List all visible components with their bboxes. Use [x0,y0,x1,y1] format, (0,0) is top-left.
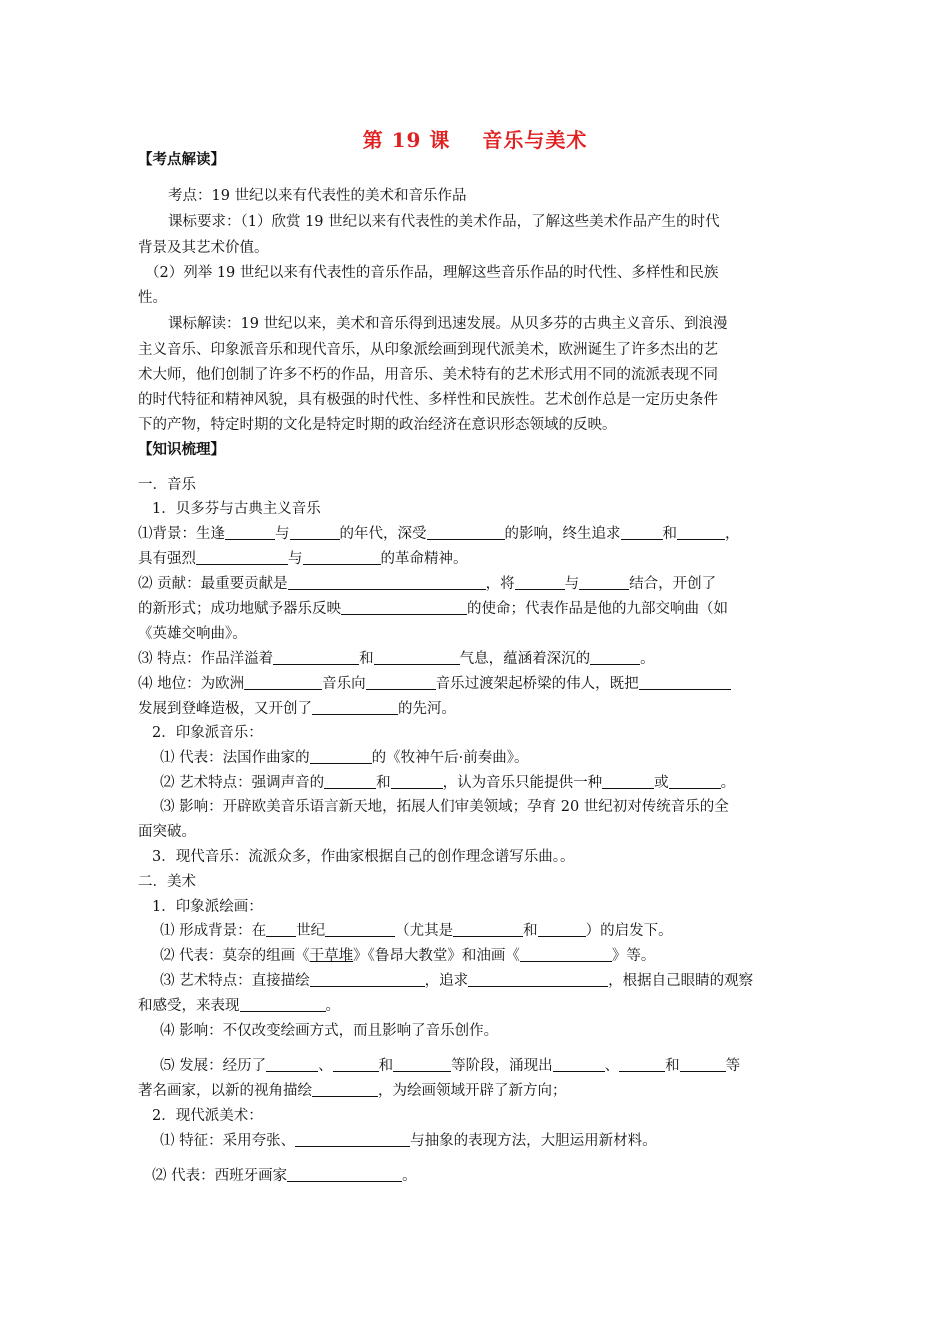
modern-art-feature: ⑴ 特征：采用夸张、 与抽象的表现方法，大胆运用新材料。 [160,1133,657,1149]
kebiao-1b: 背景及其艺术价值。 [138,240,269,256]
blank[interactable] [295,1131,410,1147]
blank[interactable] [288,574,486,590]
blank[interactable] [290,524,340,540]
beethoven-background-line1: ⑴背景：生逢 与 的年代，深受 的影响，终生追求 和 ， [138,526,740,542]
blank[interactable] [225,524,275,540]
blank[interactable] [312,1081,378,1097]
impressionist-music-influence-1: ⑶ 影响：开辟欧美音乐语言新天地，拓展人们审美领域；孕育 20 世纪初对传统音乐的全 [160,799,729,815]
impressionist-music-feature: ⑵ 艺术特点：强调声音的 和 ，认为音乐只能提供一种 或 。 [160,775,736,791]
blank[interactable] [515,574,565,590]
impressionist-painting-development-1: ⑸ 发展：经历了 、 和 等阶段，涌现出 、 和 等 [160,1058,741,1074]
page-title [0,124,950,153]
jiedu-1: 课标解读：19 世纪以来，美术和音乐得到迅速发展。从贝多芬的古典主义音乐、到浪漫 [168,316,728,332]
blank[interactable] [266,1056,318,1072]
section-heading-kaodian: 【考点解读】 [138,151,225,168]
blank[interactable] [266,921,296,937]
blank[interactable] [366,674,436,690]
jiedu-3: 术大师，他们创制了许多不朽的作品，用音乐、美术特有的艺术形式用不同的流派表现不同 [138,367,718,383]
blank[interactable] [341,599,467,615]
kebiao-2b: 性。 [138,290,167,306]
blank[interactable] [538,921,586,937]
impressionist-painting-feature-2: 和感受，来表现 。 [138,998,340,1014]
blank[interactable] [680,1056,726,1072]
beethoven-heading: 1．贝多芬与古典主义音乐 [152,501,321,517]
blank[interactable] [374,649,460,665]
kebiao-1a: 课标要求：（1）欣赏 19 世纪以来有代表性的美术作品，了解这些美术作品产生的时代 [168,214,720,230]
blank[interactable] [427,524,505,540]
blank[interactable] [602,773,654,789]
impressionist-painting-influence: ⑷ 影响：不仅改变绘画方式，而且影响了音乐创作。 [160,1023,499,1039]
blank[interactable] [393,1056,451,1072]
blank[interactable] [590,649,640,665]
beethoven-contribution-line1: ⑵ 贡献：最重要贡献是 ，将 与 结合，开创了 [138,576,717,592]
blank[interactable] [453,921,523,937]
blank[interactable] [310,748,372,764]
kebiao-2a: （2）列举 19 世纪以来有代表性的音乐作品，理解这些音乐作品的时代性、多样性和民族 [145,265,719,281]
beethoven-feature: ⑶ 特点：作品洋溢着 和 气息，蕴涵着深沉的 。 [138,651,655,667]
impressionist-painting-background: ⑴ 形成背景：在 世纪 （尤其是 和 ）的启发下。 [160,923,673,939]
impressionist-painting-feature-1: ⑶ 艺术特点：直接描绘 ，追求 ，根据自己眼睛的观察 [160,973,754,989]
impressionist-painting-heading: 1．印象派绘画： [152,899,263,915]
lesson-topic: 音乐与美术 [482,128,588,152]
blank[interactable] [333,1056,379,1072]
blank[interactable] [639,674,731,690]
impressionist-music-heading: 2．印象派音乐： [152,725,263,741]
blank[interactable] [579,574,629,590]
blank[interactable] [312,699,398,715]
beethoven-contribution-line3: 《英雄交响曲》。 [138,626,247,642]
blank[interactable] [619,1056,665,1072]
music-heading: 一．音乐 [138,477,196,493]
beethoven-status-line1: ⑷ 地位：为欧洲 音乐向 音乐过渡架起桥梁的伟人，既把 [138,674,731,694]
blank[interactable] [287,1166,402,1182]
section-heading-zhishi: 【知识梳理】 [138,441,225,458]
blank[interactable] [324,773,376,789]
blank[interactable] [468,971,608,987]
impressionist-music-rep: ⑴ 代表：法国作曲家的 的《牧神午后·前奏曲》。 [160,750,529,766]
jiedu-4: 的时代特征和精神风貌，具有极强的时代性、多样性和民族性。艺术创作总是一定历史条件 [138,392,718,408]
modern-art-rep: ⑵ 代表：西班牙画家 。 [152,1168,417,1184]
lesson-number: 第 19 课 [362,128,451,152]
beethoven-status-line2: 发展到登峰造极，又开创了 的先河。 [138,701,456,717]
blank[interactable] [553,1056,605,1072]
blank[interactable] [621,524,663,540]
kaodian-text: 考点：19 世纪以来有代表性的美术和音乐作品 [168,188,467,204]
beethoven-contribution-line2: 的新形式；成功地赋予器乐反映 的使命；代表作品是他的九部交响曲（如 [138,601,728,617]
blank[interactable] [520,946,612,962]
impressionist-painting-rep: ⑵ 代表：莫奈的组画《干草堆》《鲁昂大教堂》和油画《 》等。 [160,948,656,964]
blank[interactable] [669,773,721,789]
blank[interactable] [244,674,322,690]
impressionist-music-influence-2: 面突破。 [138,824,196,840]
blank[interactable] [391,773,443,789]
impressionist-painting-development-2: 著名画家，以新的视角描绘 ，为绘画领域开辟了新方向； [138,1083,567,1099]
jiedu-5: 下的产物，特定时期的文化是特定时期的政治经济在意识形态领域的反映。 [138,417,617,433]
blank[interactable] [240,996,326,1012]
jiedu-2: 主义音乐、印象派音乐和现代音乐，从印象派绘画到现代派美术，欧洲诞生了许多杰出的艺 [138,342,718,358]
art-heading: 二．美术 [138,874,196,890]
modern-music: 3．现代音乐：流派众多，作曲家根据自己的创作理念谱写乐曲。。 [152,849,575,865]
modern-art-heading: 2．现代派美术： [152,1108,263,1124]
blank[interactable] [303,549,381,565]
blank[interactable] [677,524,725,540]
beethoven-background-line2: 具有强烈 与 的革命精神。 [138,551,468,567]
blank[interactable] [325,921,395,937]
blank[interactable] [273,649,359,665]
blank[interactable] [196,549,288,565]
blank[interactable] [310,971,425,987]
